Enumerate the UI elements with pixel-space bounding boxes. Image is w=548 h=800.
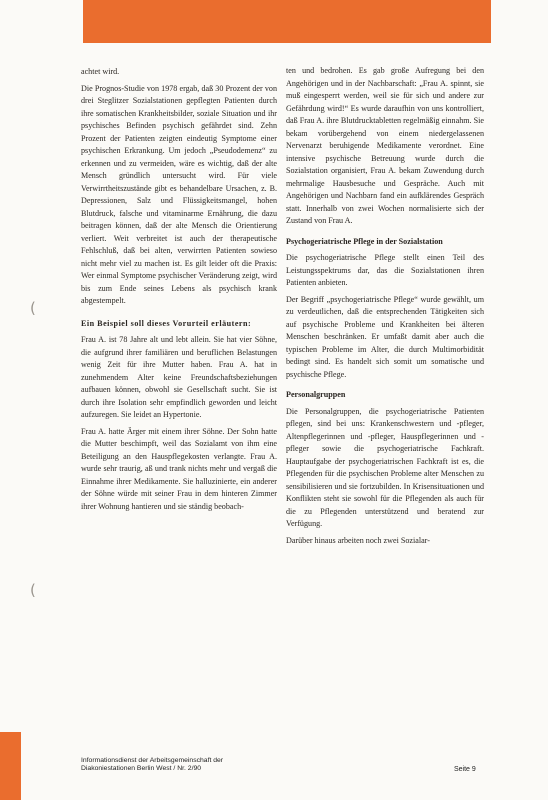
left-column [81,66,277,517]
footer-publication [81,757,301,772]
punch-hole-icon: ( [30,581,36,599]
header-color-bar [83,0,491,43]
footer-line: Diakoniestationen Berlin West / Nr. 2/90 [81,764,202,772]
footer-line: Informationsdienst der Arbeitsgemeinschaft der [81,757,224,764]
right-column [286,65,484,551]
page-number: Seite 9 [454,766,476,773]
section-heading: Personalgruppen [286,390,346,399]
paragraph: Die Personalgruppen, die psychogeriatrische Patienten pflegen, sind bei uns: Krankenschwestern und -pfleger, Altenpflegerinnen und -pfleger, Hauspflegerinnen und -pfleger sowie die psychogeriatrische Fachkraft. Hauptaufgabe der psychogeriatrischen Fachkraft ist es, die Pflegenden für die psychischen Probleme alter Menschen zu sensibilisieren und sie fortzubilden. In Krisensituationen und Konflikten steht sie sowohl für die Pflegenden als auch für die zu Pflegenden unterstützend und beratend zur Verfügung. [286,406,484,528]
paragraph: achtet wird. [81,67,120,76]
paragraph: Der Begriff „psychogeriatrische Pflege“ wurde gewählt, um zu verdeutlichen, daß die entsprechenden Tätigkeiten sich auf psychische Probleme und Krankheiten bei älteren Menschen beschränken. Er umfaßt damit aber auch die typischen Probleme im Alter, die durch Multimorbidität bedingt sind. Es handelt sich somit um somatische und psychische Pflege. [286,294,484,379]
section-heading: Ein Beispiel soll dieses Vorurteil erläutern: [81,318,252,328]
paragraph: Darüber hinaus arbeiten noch zwei Sozialar- [286,535,430,545]
paragraph: ten und bedrohen. Es gab große Aufregung bei den Angehörigen und in der Nachbarschaft: „Frau A. spinnt, sie muß eingesperrt werden, weil sie für sich und andere zur Gefährdung wird!“ Es wurde daraufhin von uns kontrolliert, daß Frau A. ihre Blutdrucktabletten regelmäßig einnahm. Sie bekam vorübergehend von einem niedergelassenen Nervenarzt beruhigende Medikamente verordnet. Eine intensive psychische Betreuung wurde durch die Sozialstation organisiert, Frau A. bekam Zuwendung durch mehrmalige Hausbesuche und Gespräche. Auch mit Angehörigen und Nachbarn fand ein aufklärendes Gespräch statt. Innerhalb von zwei Wochen normalisierte sich der Zustand von Frau A. [286,66,484,225]
paragraph: Frau A. hatte Ärger mit einem ihrer Söhne. Der Sohn hatte die Mutter beschimpft, weil das Sozialamt von ihm eine Beteiligung an den Hauspflegekosten verlangte. Frau A. wurde sehr traurig, aß und trank nichts mehr und vergaß die Einnahme ihrer Medikamente. Sie halluzinierte, ein anderer der Söhne würde mit seiner Frau in dem hinteren Zimmer ihrer Wohnung hantieren und sie ständig beobach- [81,426,277,511]
paragraph: Die psychogeriatrische Pflege stellt einen Teil des Leistungsspektrums dar, das die Sozialstationen ihren Patienten anbieten. [286,253,484,287]
footer-color-strip [0,732,21,800]
punch-hole-icon: ( [30,299,36,317]
paragraph: Frau A. ist 78 Jahre alt und lebt allein. Sie hat vier Söhne, die aufgrund ihrer familiären und beruflichen Belastungen wenig Zeit für ihre Mutter haben. Frau A. hat in zunehmendem Alter keine Freundschaftsbeziehungen aufbauen können, obwohl sie Gesellschaft sucht. Sie ist durch ihre Isolation sehr empfindlich geworden und leicht aufzuregen. Sie leidet an Hypertonie. [81,335,277,419]
paragraph: Die Prognos-Studie von 1978 ergab, daß 30 Prozent der von drei Steglitzer Sozialstationen gepflegten Patienten durch ihre somatischen Krankheitsbilder, soziale Situation und ihr psychisches Befinden psychisch gefährdet sind. Zehn Prozent der Patienten zeigten eindeutig Symptome einer psychischen Erkrankung. Um jedoch „Pseudodemenz“ zu erkennen und zu vermeiden, wäre es wichtig, daß der alte Mensch gründlich untersucht wird. Für viele Verwirrtheitszustände gibt es behandelbare Ursachen, z. B. Depressionen, Salz und Flüssigkeitsmangel, hohen Blutdruck, falsche und vitaminarme Ernährung, die dazu beitragen können, daß der alte Mensch die Orientierung verliert. Weit verbreitet ist auch der therapeutische Fehlschluß, daß bei alten, verwirrten Patienten sowieso nicht mehr viel zu machen ist. Es gilt leider oft die Praxis: Wer einmal Symptome psychischer Veränderung zeigt, wird bis zum Ende seines Lebens als psychisch krank abgestempelt. [81,83,277,305]
section-heading: Psychogeriatrische Pflege in der Sozialstation [286,236,443,246]
